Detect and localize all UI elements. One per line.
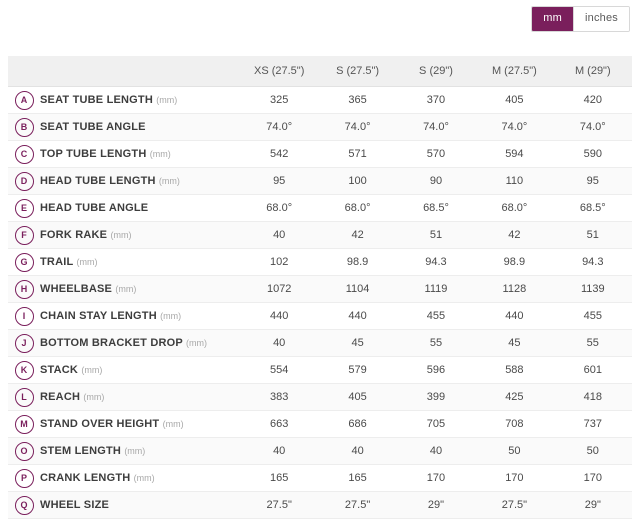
header-size-s-275: S (27.5")	[318, 56, 396, 87]
row-badge-cell	[8, 168, 40, 195]
row-value-cell: 594	[475, 141, 553, 168]
row-value-cell: 1139	[554, 276, 632, 303]
row-label: TRAIL	[40, 256, 74, 268]
table-row	[8, 168, 632, 195]
row-badge: L	[15, 388, 34, 407]
row-value-cell: 440	[240, 303, 318, 330]
row-value-cell: 420	[554, 87, 632, 114]
row-label-cell	[40, 492, 240, 519]
row-badge: P	[15, 469, 34, 488]
row-value-cell: 1072	[240, 276, 318, 303]
row-label-cell	[40, 411, 240, 438]
row-value-cell: 455	[554, 303, 632, 330]
row-value-cell: 74.0°	[397, 114, 475, 141]
row-value-cell: 601	[554, 357, 632, 384]
row-label: HEAD TUBE LENGTH	[40, 175, 156, 187]
table-row	[8, 438, 632, 465]
row-badge: H	[15, 280, 34, 299]
row-value-cell: 95	[240, 168, 318, 195]
header-size-m-275: M (27.5")	[475, 56, 553, 87]
table-row	[8, 330, 632, 357]
row-value-cell: 571	[318, 141, 396, 168]
row-label-unit: (mm)	[149, 149, 171, 159]
row-value-cell: 708	[475, 411, 553, 438]
row-label-cell	[40, 303, 240, 330]
table-row	[8, 492, 632, 519]
row-value-cell: 74.0°	[318, 114, 396, 141]
header-size-m-29: M (29")	[554, 56, 632, 87]
row-badge: F	[15, 226, 34, 245]
row-label-cell	[40, 114, 240, 141]
row-label-cell	[40, 330, 240, 357]
row-value-cell: 27.5"	[318, 492, 396, 519]
row-value-cell: 45	[475, 330, 553, 357]
row-label-unit: (mm)	[110, 230, 132, 240]
row-label: BOTTOM BRACKET DROP	[40, 337, 183, 349]
row-badge: J	[15, 334, 34, 353]
row-value-cell: 40	[240, 330, 318, 357]
row-label: CHAIN STAY LENGTH	[40, 310, 157, 322]
header-label-col	[40, 56, 240, 87]
row-value-cell: 51	[397, 222, 475, 249]
geometry-table	[8, 56, 632, 519]
row-value-cell: 68.0°	[240, 195, 318, 222]
row-value-cell: 94.3	[554, 249, 632, 276]
row-label: STAND OVER HEIGHT	[40, 418, 160, 430]
row-value-cell: 440	[318, 303, 396, 330]
row-value-cell: 95	[554, 168, 632, 195]
row-value-cell: 579	[318, 357, 396, 384]
row-value-cell: 170	[554, 465, 632, 492]
row-value-cell: 68.5°	[397, 195, 475, 222]
row-value-cell: 405	[318, 384, 396, 411]
header-size-xs-275: XS (27.5")	[240, 56, 318, 87]
row-badge-cell	[8, 114, 40, 141]
row-value-cell: 68.0°	[318, 195, 396, 222]
row-label-unit: (mm)	[156, 95, 178, 105]
table-row	[8, 114, 632, 141]
row-value-cell: 596	[397, 357, 475, 384]
row-badge: B	[15, 118, 34, 137]
row-badge: G	[15, 253, 34, 272]
row-value-cell: 1104	[318, 276, 396, 303]
row-badge-cell	[8, 249, 40, 276]
row-label-unit: (mm)	[133, 473, 155, 483]
row-badge-cell	[8, 465, 40, 492]
row-value-cell: 40	[240, 222, 318, 249]
row-value-cell: 50	[475, 438, 553, 465]
row-value-cell: 170	[397, 465, 475, 492]
row-value-cell: 399	[397, 384, 475, 411]
row-badge-cell	[8, 222, 40, 249]
row-value-cell: 27.5"	[475, 492, 553, 519]
row-value-cell: 98.9	[475, 249, 553, 276]
row-value-cell: 1128	[475, 276, 553, 303]
row-value-cell: 55	[554, 330, 632, 357]
row-value-cell: 50	[554, 438, 632, 465]
unit-option-inches[interactable]: inches	[574, 7, 629, 31]
table-row	[8, 141, 632, 168]
row-badge: O	[15, 442, 34, 461]
row-label-cell	[40, 438, 240, 465]
row-value-cell: 98.9	[318, 249, 396, 276]
row-badge: E	[15, 199, 34, 218]
row-value-cell: 74.0°	[240, 114, 318, 141]
row-value-cell: 170	[475, 465, 553, 492]
row-value-cell: 45	[318, 330, 396, 357]
row-badge-cell	[8, 87, 40, 114]
row-value-cell: 40	[318, 438, 396, 465]
row-badge: D	[15, 172, 34, 191]
table-row	[8, 465, 632, 492]
row-label-cell	[40, 384, 240, 411]
table-row	[8, 249, 632, 276]
row-value-cell: 42	[475, 222, 553, 249]
row-label-unit: (mm)	[81, 365, 103, 375]
row-label: SEAT TUBE LENGTH	[40, 94, 153, 106]
row-badge: K	[15, 361, 34, 380]
table-row	[8, 411, 632, 438]
row-value-cell: 100	[318, 168, 396, 195]
unit-option-mm[interactable]: mm	[532, 7, 573, 31]
row-value-cell: 554	[240, 357, 318, 384]
row-value-cell: 40	[397, 438, 475, 465]
row-badge-cell	[8, 276, 40, 303]
table-header	[8, 56, 632, 87]
unit-toggle[interactable]	[531, 6, 630, 32]
row-value-cell: 90	[397, 168, 475, 195]
row-badge: I	[15, 307, 34, 326]
row-label-unit: (mm)	[186, 338, 207, 348]
row-label: WHEELBASE	[40, 283, 113, 295]
row-label-cell	[40, 168, 240, 195]
row-label: WHEEL SIZE	[40, 499, 110, 511]
row-value-cell: 102	[240, 249, 318, 276]
row-value-cell: 590	[554, 141, 632, 168]
row-value-cell: 29"	[397, 492, 475, 519]
row-value-cell: 365	[318, 87, 396, 114]
row-badge: M	[15, 415, 34, 434]
row-value-cell: 55	[397, 330, 475, 357]
row-badge-cell	[8, 141, 40, 168]
row-label-unit: (mm)	[162, 419, 184, 429]
row-value-cell: 165	[318, 465, 396, 492]
row-value-cell: 74.0°	[554, 114, 632, 141]
table-row	[8, 87, 632, 114]
row-badge: C	[15, 145, 34, 164]
row-label-cell	[40, 195, 240, 222]
row-value-cell: 405	[475, 87, 553, 114]
row-label: TOP TUBE LENGTH	[40, 148, 147, 160]
row-value-cell: 705	[397, 411, 475, 438]
row-label-cell	[40, 276, 240, 303]
row-value-cell: 663	[240, 411, 318, 438]
row-label-cell	[40, 465, 240, 492]
row-label-cell	[40, 357, 240, 384]
row-badge: A	[15, 91, 34, 110]
row-label-unit: (mm)	[124, 446, 146, 456]
row-value-cell: 383	[240, 384, 318, 411]
row-label: STEM LENGTH	[40, 445, 122, 457]
row-label: REACH	[40, 391, 81, 403]
row-label-unit: (mm)	[160, 311, 182, 321]
row-value-cell: 29"	[554, 492, 632, 519]
row-value-cell: 1119	[397, 276, 475, 303]
row-label-unit: (mm)	[83, 392, 105, 402]
row-label-cell	[40, 141, 240, 168]
row-label-unit: (mm)	[158, 176, 180, 186]
row-value-cell: 51	[554, 222, 632, 249]
table-row	[8, 357, 632, 384]
row-label-unit: (mm)	[115, 284, 137, 294]
row-value-cell: 27.5"	[240, 492, 318, 519]
row-value-cell: 686	[318, 411, 396, 438]
row-label-cell	[40, 87, 240, 114]
row-label: STACK	[40, 364, 79, 376]
row-value-cell: 455	[397, 303, 475, 330]
row-value-cell: 110	[475, 168, 553, 195]
row-value-cell: 570	[397, 141, 475, 168]
row-value-cell: 588	[475, 357, 553, 384]
table-row	[8, 276, 632, 303]
row-value-cell: 68.5°	[554, 195, 632, 222]
row-badge-cell	[8, 438, 40, 465]
row-badge: Q	[15, 496, 34, 515]
row-value-cell: 542	[240, 141, 318, 168]
row-badge-cell	[8, 492, 40, 519]
row-value-cell: 370	[397, 87, 475, 114]
row-value-cell: 42	[318, 222, 396, 249]
row-value-cell: 40	[240, 438, 318, 465]
row-badge-cell	[8, 303, 40, 330]
table-row	[8, 195, 632, 222]
row-value-cell: 165	[240, 465, 318, 492]
row-badge-cell	[8, 357, 40, 384]
row-value-cell: 94.3	[397, 249, 475, 276]
row-value-cell: 325	[240, 87, 318, 114]
row-label: SEAT TUBE ANGLE	[40, 121, 146, 133]
table-row	[8, 222, 632, 249]
row-label-cell	[40, 249, 240, 276]
row-value-cell: 74.0°	[475, 114, 553, 141]
row-label: FORK RAKE	[40, 229, 108, 241]
row-badge-cell	[8, 330, 40, 357]
row-value-cell: 418	[554, 384, 632, 411]
table-body	[8, 87, 632, 519]
row-value-cell: 68.0°	[475, 195, 553, 222]
row-value-cell: 737	[554, 411, 632, 438]
row-value-cell: 440	[475, 303, 553, 330]
header-row	[8, 56, 632, 87]
row-label-cell	[40, 222, 240, 249]
row-label: CRANK LENGTH	[40, 472, 131, 484]
row-label-unit: (mm)	[76, 257, 98, 267]
row-badge-cell	[8, 384, 40, 411]
table-row	[8, 384, 632, 411]
row-badge-cell	[8, 195, 40, 222]
row-label: HEAD TUBE ANGLE	[40, 202, 149, 214]
table-row	[8, 303, 632, 330]
row-value-cell: 425	[475, 384, 553, 411]
header-size-s-29: S (29")	[397, 56, 475, 87]
row-badge-cell	[8, 411, 40, 438]
header-badge-col	[8, 56, 40, 87]
